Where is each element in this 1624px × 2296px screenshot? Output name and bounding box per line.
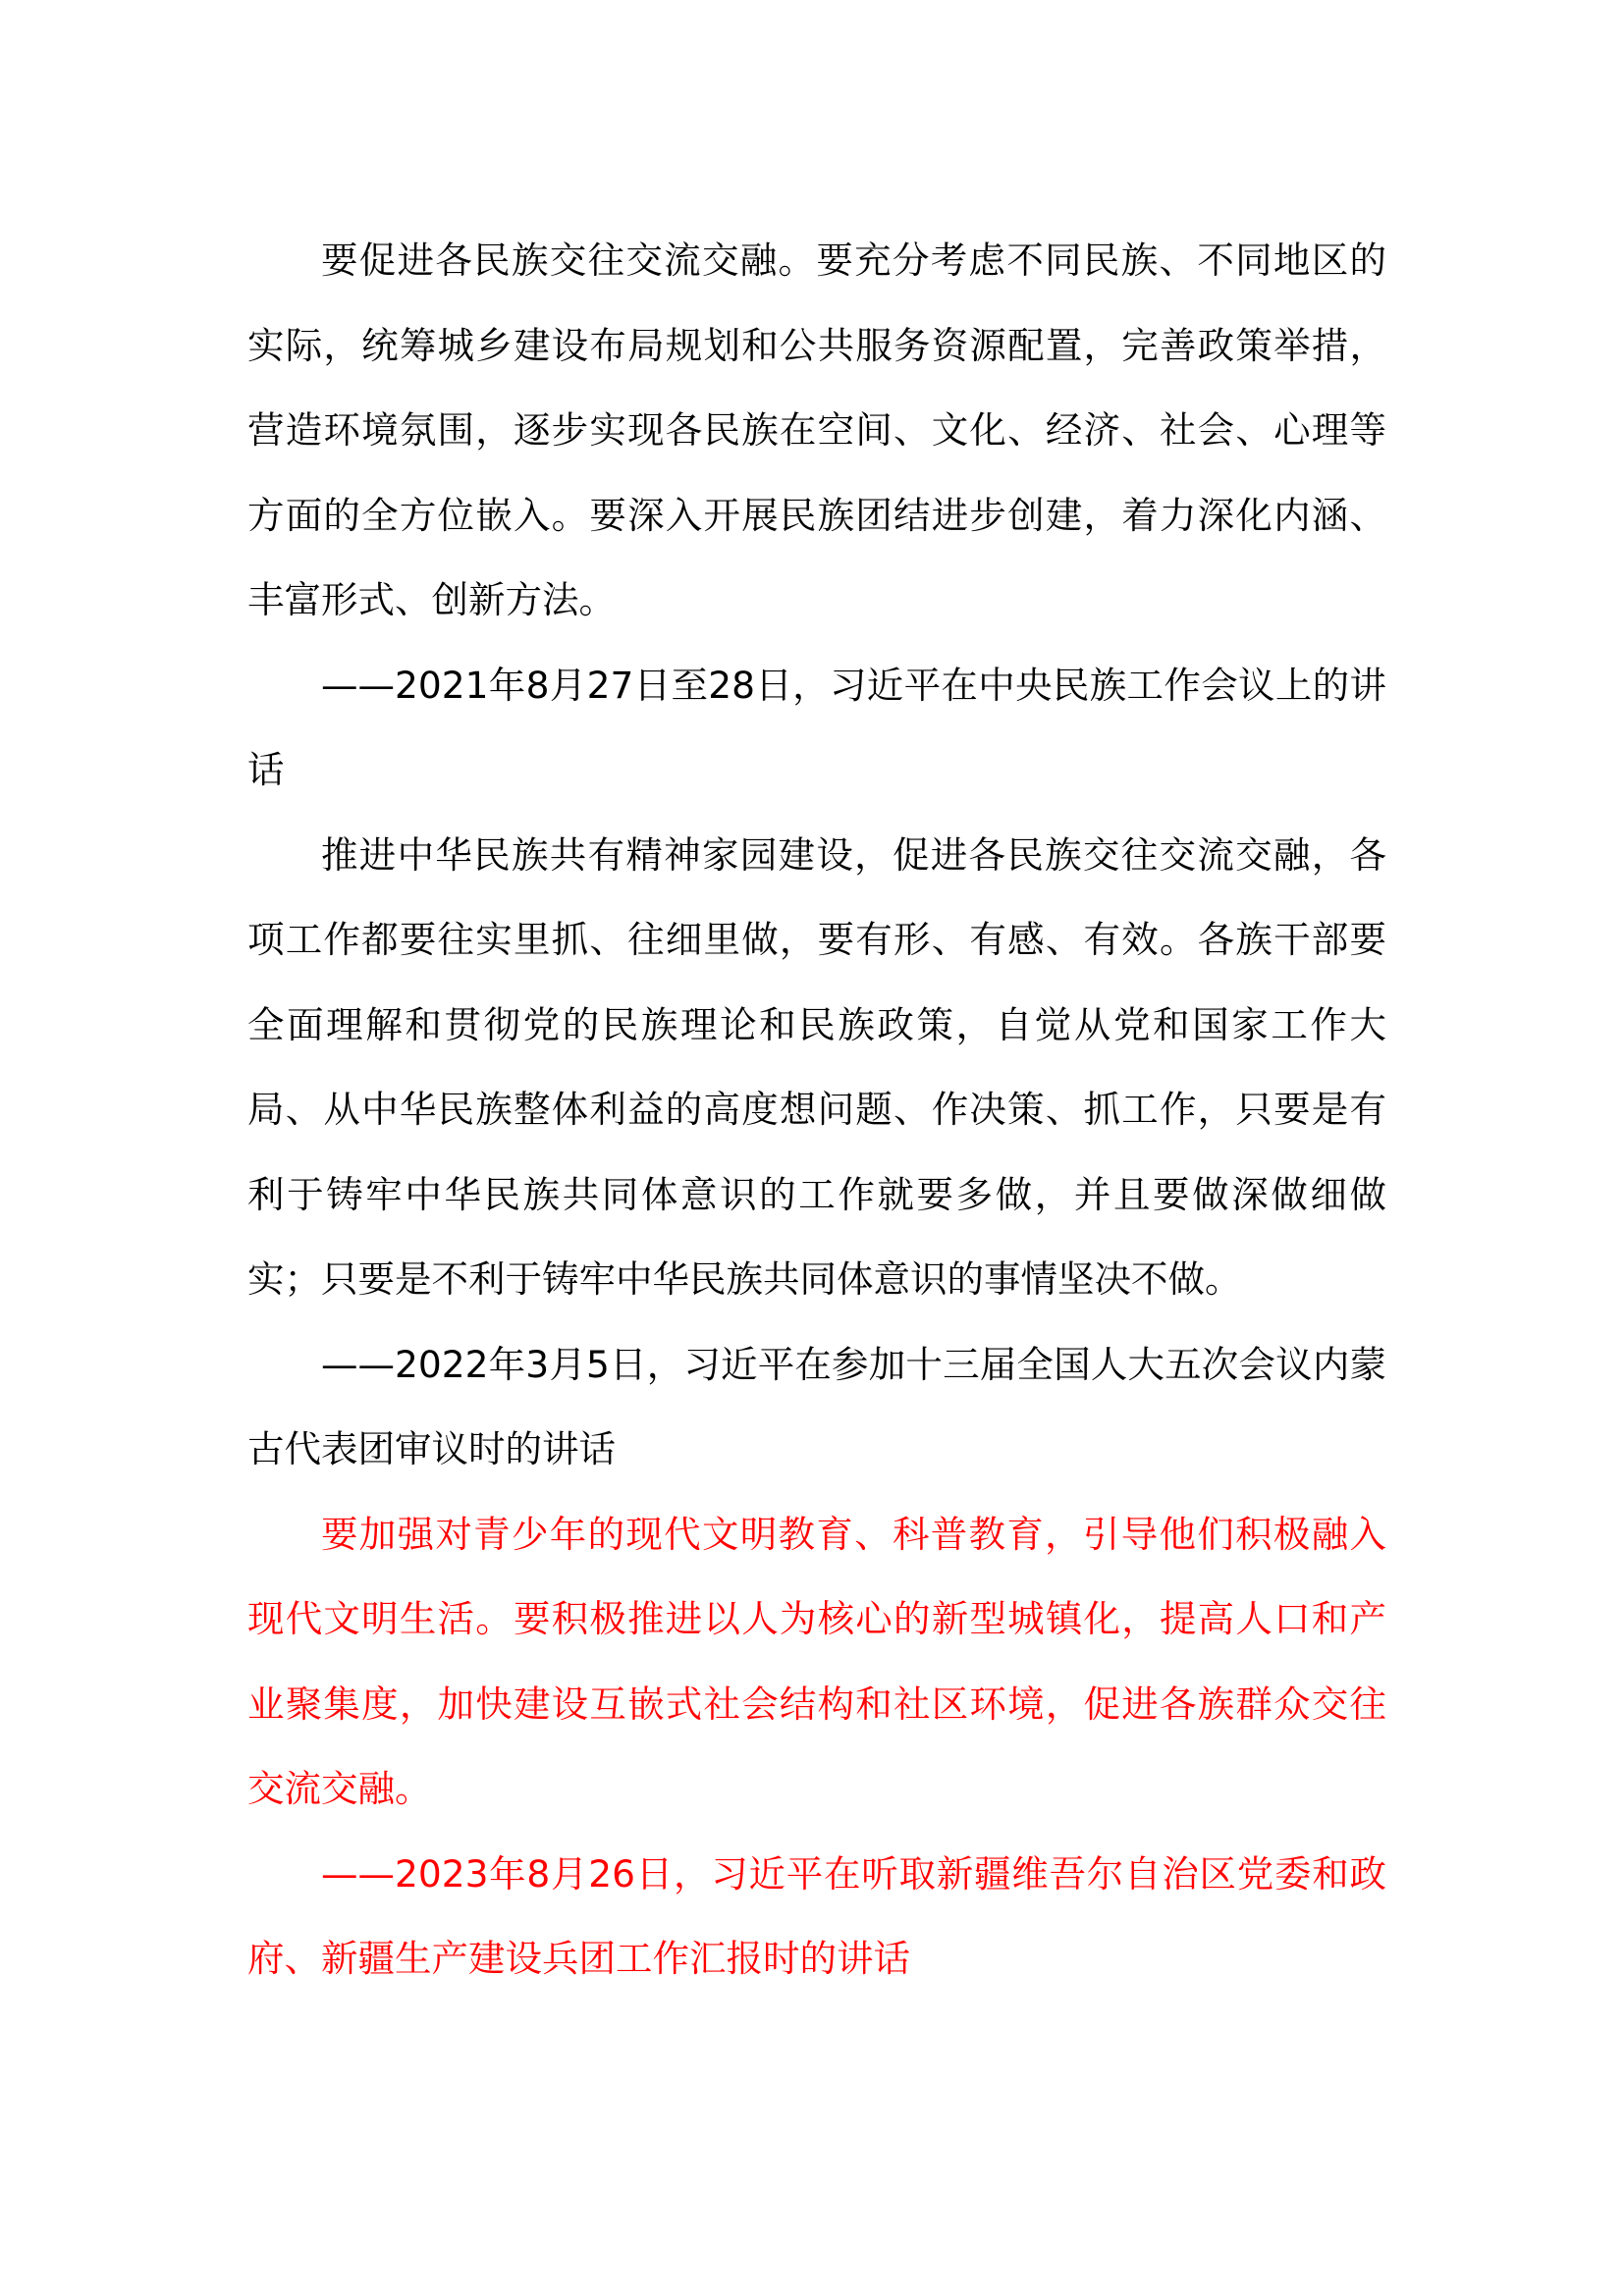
document-page: [247, 218, 1386, 2002]
source-2022: ——2022年3月5日，习近平在参加十三届全国人大五次会议内蒙古代表团审议时的讲话: [247, 1342, 1386, 1470]
source-2021: ——2021年8月27日至28日，习近平在中央民族工作会议上的讲话: [247, 663, 1386, 791]
source-2023-highlighted: ——2023年8月26日，习近平在听取新疆维吾尔自治区党委和政府、新疆生产建设兵团工作汇报时的讲话: [247, 1851, 1386, 1980]
paragraph-2: 推进中华民族共有精神家园建设，促进各民族交往交流交融，各项工作都要往实里抓、往细里做，要有形、有感、有效。各族干部要全面理解和贯彻党的民族理论和民族政策，自觉从党和国家工作大局、从中华民族整体利益的高度想问题、作决策、抓工作，只要是有利于铸牢中华民族共同体意识的工作就要多做，并且要做深做细做实；只要是不利于铸牢中华民族共同体意识的事情坚决不做。: [247, 832, 1386, 1301]
paragraph-1: 要促进各民族交往交流交融。要充分考虑不同民族、不同地区的实际，统筹城乡建设布局规划和公共服务资源配置，完善政策举措，营造环境氛围，逐步实现各民族在空间、文化、经济、社会、心理等方面的全方位嵌入。要深入开展民族团结进步创建，着力深化内涵、丰富形式、创新方法。: [247, 239, 1386, 621]
paragraph-3-highlighted: 要加强对青少年的现代文明教育、科普教育，引导他们积极融入现代文明生活。要积极推进以人为核心的新型城镇化，提高人口和产业聚集度，加快建设互嵌式社会结构和社区环境，促进各族群众交往交流交融。: [247, 1512, 1386, 1810]
